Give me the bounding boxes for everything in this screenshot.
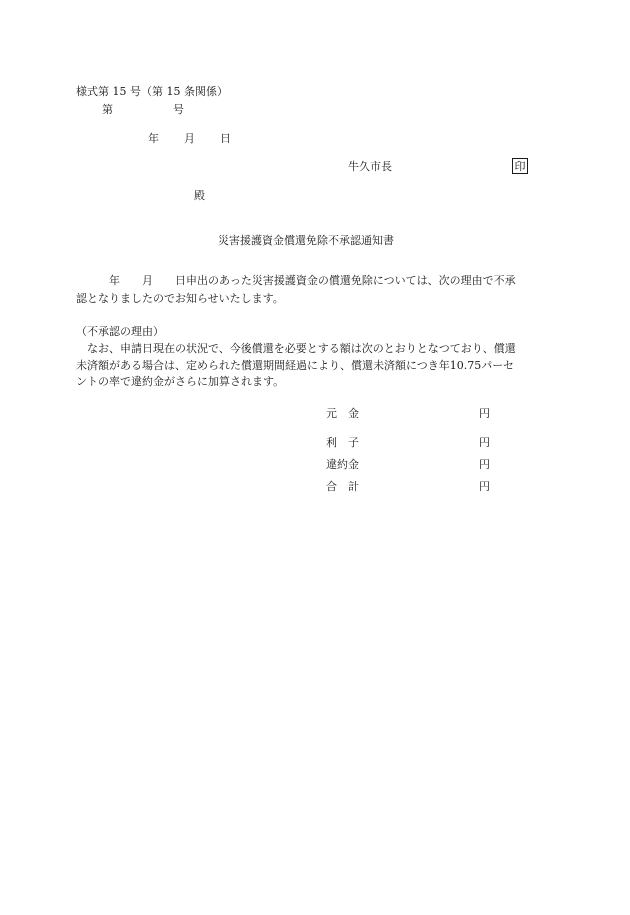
amount-label-interest: 利 子 — [326, 436, 359, 449]
amount-unit-total: 円 — [479, 480, 490, 493]
addressee-honorific: 殿 — [194, 189, 205, 202]
reason-text-line-1: なお、申請日現在の状況で、今後償還を必要とする額は次のとおりとなつており、償還 — [76, 342, 516, 355]
amount-unit-principal: 円 — [479, 407, 490, 420]
reason-text-line-2: 未済額がある場合は、定められた償還期間経過により、償還未済額につき年10.75パーセ — [76, 359, 515, 372]
document-number-suffix: 号 — [173, 103, 184, 116]
reason-heading: （不承認の理由） — [76, 325, 164, 338]
amount-label-total: 合 計 — [326, 480, 359, 493]
form-number: 様式第 15 号（第 15 条関係） — [76, 85, 228, 98]
date-year: 年 — [148, 132, 159, 145]
seal-mark: 印 — [512, 158, 528, 174]
issuer-title: 牛久市長 — [348, 160, 392, 173]
amount-label-penalty: 違約金 — [326, 458, 359, 471]
body-text-line-2: 認となりましたのでお知らせいたします。 — [76, 292, 284, 305]
body-text-line-1: 年 月 日申出のあった災害援護資金の償還免除については、次の理由で不承 — [76, 274, 516, 287]
date-month: 月 — [184, 132, 195, 145]
amount-label-principal: 元 金 — [326, 407, 359, 420]
document-title: 災害援護資金償還免除不承認通知書 — [218, 234, 394, 247]
document-number-prefix: 第 — [102, 103, 113, 116]
amount-unit-penalty: 円 — [479, 458, 490, 471]
amount-unit-interest: 円 — [479, 436, 490, 449]
reason-text-line-3: ントの率で違約金がさらに加算されます。 — [76, 375, 285, 388]
date-day: 日 — [220, 132, 231, 145]
